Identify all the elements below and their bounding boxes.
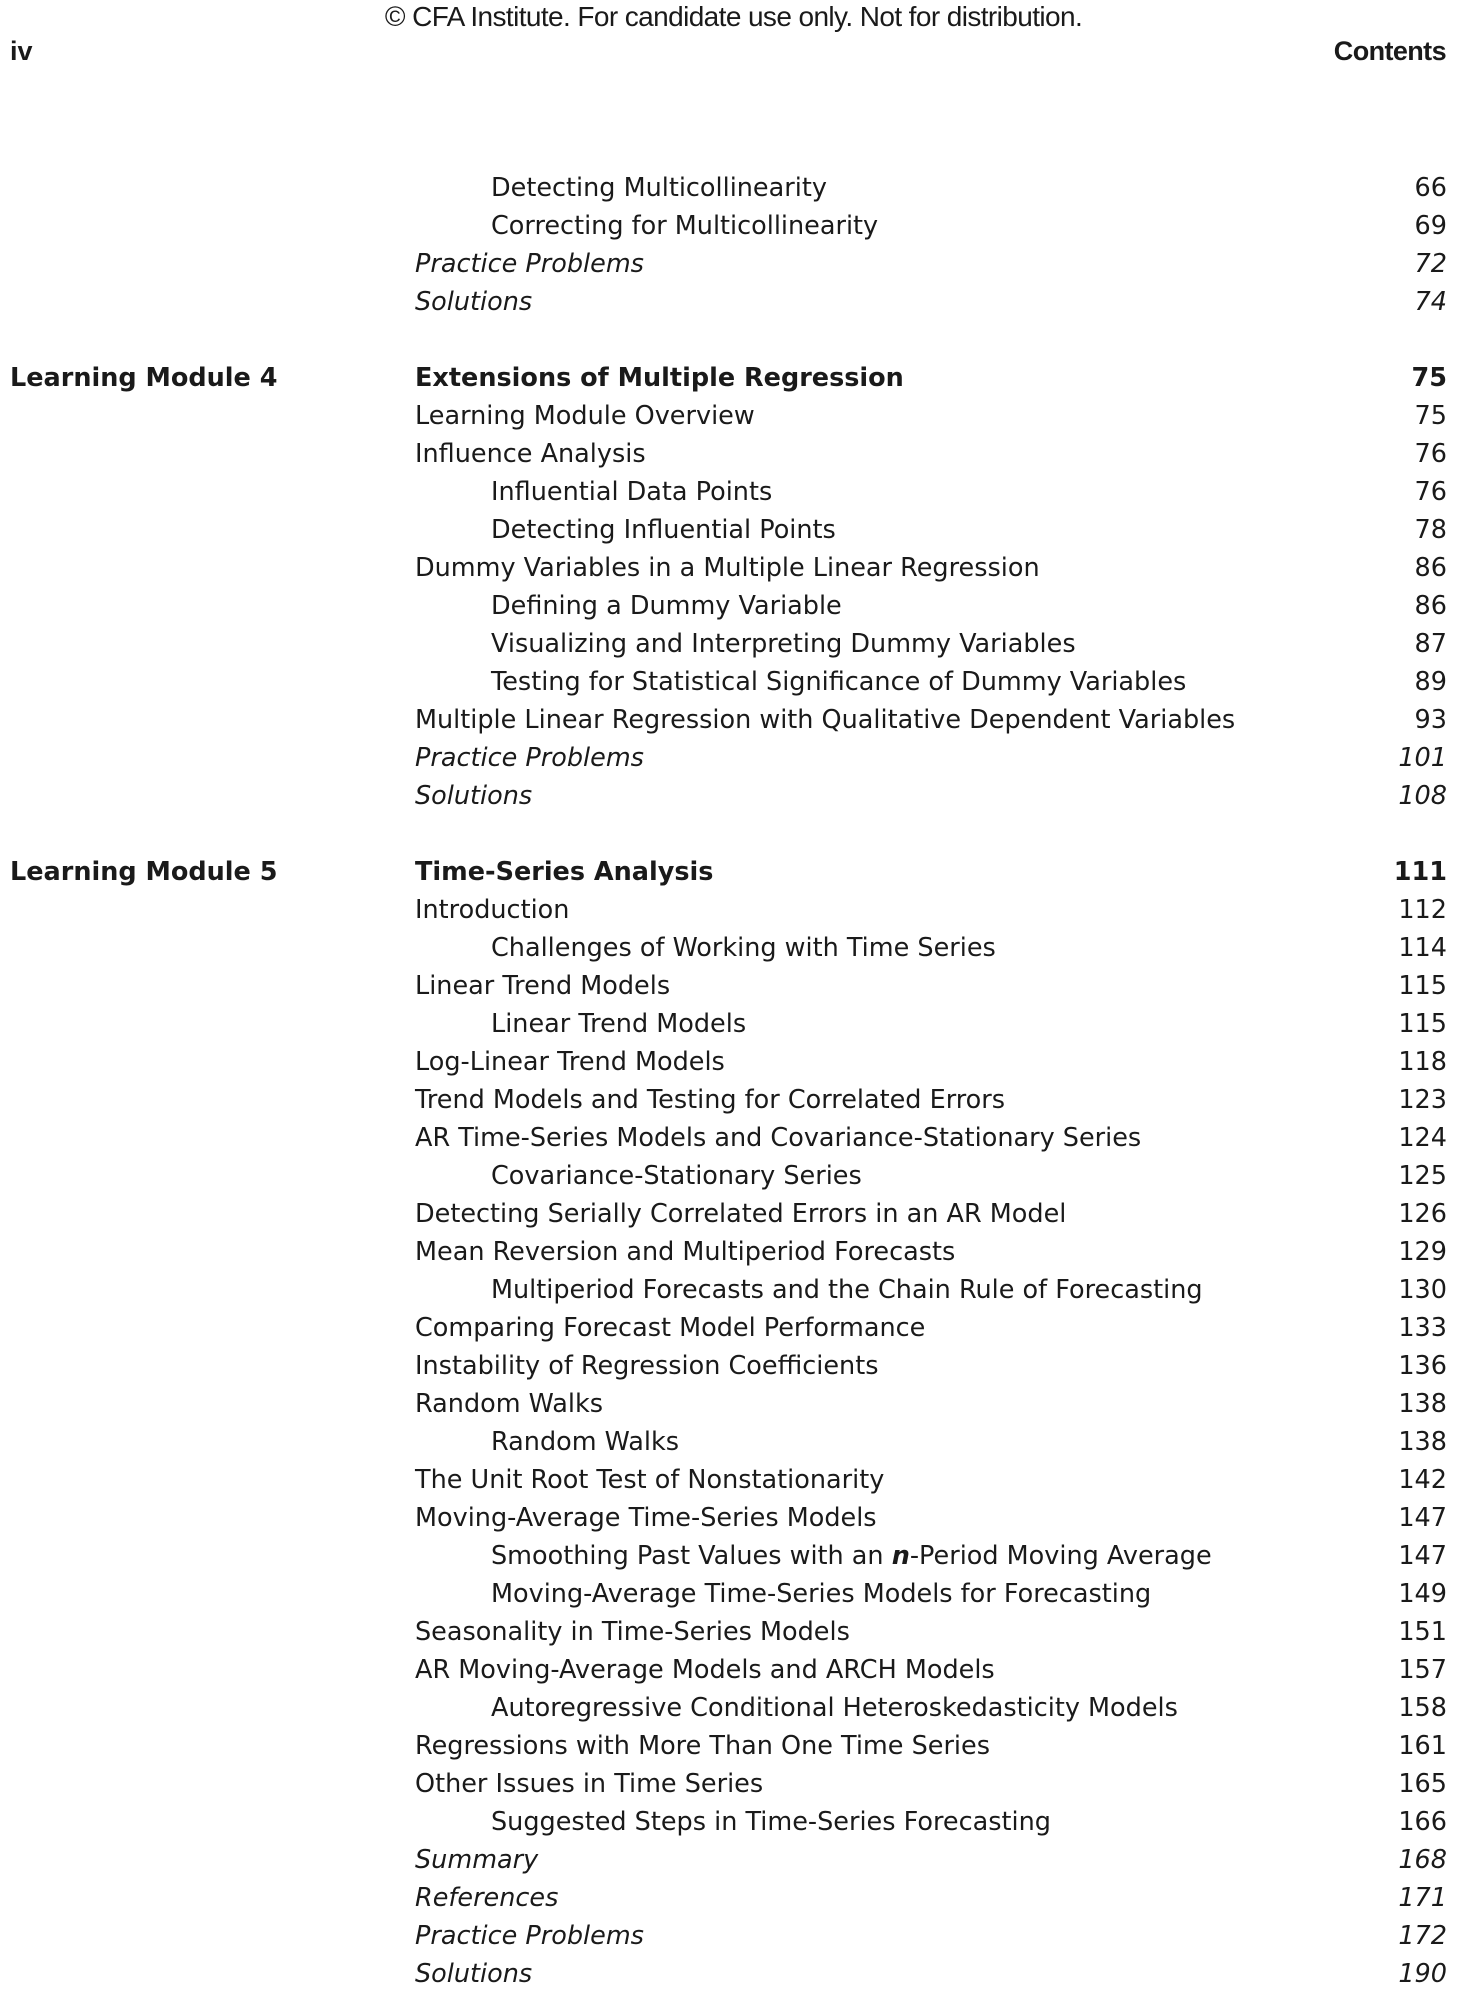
toc-entry-row[interactable] [0,1917,1467,1955]
toc-entry-page: 93 [1414,705,1447,735]
toc-entry-title[interactable]: Moving-Average Time-Series Models [415,1503,877,1533]
toc-entry-row[interactable] [0,1233,1467,1271]
toc-entry-page: 142 [1398,1465,1447,1495]
toc-entry-page: 165 [1398,1769,1447,1799]
toc-entry-page: 123 [1398,1085,1447,1115]
toc-entry-title[interactable]: Instability of Regression Coefficients [415,1351,879,1381]
toc-entry-page: 114 [1398,933,1447,963]
toc-entry-title[interactable]: Mean Reversion and Multiperiod Forecasts [415,1237,956,1267]
toc-entry-page: 124 [1398,1123,1447,1153]
toc-entry-title[interactable]: Comparing Forecast Model Performance [415,1313,926,1343]
toc-entry-title[interactable]: Other Issues in Time Series [415,1769,764,1799]
toc-entry-page: 126 [1398,1199,1447,1229]
toc-entry-title[interactable]: Practice Problems [415,1921,644,1951]
toc-entry-title[interactable]: Moving-Average Time-Series Models for Forecasting [491,1579,1152,1609]
toc-entry-page: 115 [1398,971,1447,1001]
toc-entry-title[interactable]: Regressions with More Than One Time Series [415,1731,990,1761]
page-number: iv [10,36,33,66]
toc-entry-row[interactable] [0,587,1467,625]
toc-entry-page: 118 [1398,1047,1447,1077]
toc-entry-row[interactable] [0,739,1467,777]
toc-entry-row[interactable] [0,929,1467,967]
toc-entry-row[interactable] [0,1157,1467,1195]
toc-entry-title[interactable]: Learning Module Overview [415,401,755,431]
toc-entry-title[interactable]: Detecting Influential Points [491,515,836,545]
toc-entry-page: 129 [1398,1237,1447,1267]
toc-entry-page: 125 [1398,1161,1447,1191]
toc-entry-row[interactable] [0,511,1467,549]
toc-entry-row[interactable] [0,967,1467,1005]
toc-entry-row[interactable] [0,245,1467,283]
toc-entry-title[interactable]: Detecting Serially Correlated Errors in an AR Model [415,1199,1067,1229]
toc-entry-row[interactable] [0,1461,1467,1499]
toc-entry-title[interactable]: Trend Models and Testing for Correlated Errors [415,1085,1006,1115]
toc-title-part: -Period Moving Average [909,1541,1212,1571]
toc-entry-page: 166 [1398,1807,1447,1837]
toc-entry-title[interactable]: Solutions [415,1959,533,1989]
toc-entry-title[interactable]: Summary [415,1845,539,1875]
toc-entry-title[interactable]: Introduction [415,895,570,925]
toc-entry-page: 158 [1398,1693,1447,1723]
toc-entry-page: 101 [1398,743,1447,773]
toc-entry-page: 151 [1398,1617,1447,1647]
toc-entry-row[interactable] [0,207,1467,245]
toc-entry-title[interactable]: Extensions of Multiple Regression [415,363,904,393]
toc-entry-row[interactable] [0,1537,1467,1575]
toc-module-row[interactable] [0,359,1467,397]
toc-entry-page: 147 [1398,1541,1447,1571]
toc-entry-row[interactable] [0,1841,1467,1879]
copyright-notice: © CFA Institute. For candidate use only. Not for distribution. [384,1,1083,32]
toc-entry-row[interactable] [0,701,1467,739]
toc-entry-title[interactable]: Visualizing and Interpreting Dummy Variables [491,629,1076,659]
toc-entry-title[interactable]: Challenges of Working with Time Series [491,933,996,963]
toc-entry-page: 111 [1393,857,1447,887]
toc-entry-row[interactable] [0,1575,1467,1613]
toc-entry-row[interactable] [0,1879,1467,1917]
toc-entry-row[interactable] [0,891,1467,929]
toc-entry-title[interactable]: Testing for Statistical Significance of Dummy Variables [491,667,1187,697]
toc-entry-title[interactable]: Correcting for Multicollinearity [491,211,879,241]
toc-entry-page: 138 [1398,1389,1447,1419]
toc-entry-page: 112 [1398,895,1447,925]
toc-entry-page: 108 [1398,781,1447,811]
toc-entry-page: 69 [1414,211,1447,241]
toc-entry-title[interactable]: Influential Data Points [491,477,773,507]
toc-entry-row[interactable] [0,1271,1467,1309]
toc-title-part: n [891,1541,910,1571]
toc-entry-title[interactable]: Linear Trend Models [415,971,671,1001]
toc-entry-row[interactable] [0,1613,1467,1651]
toc-entry-title[interactable]: Influence Analysis [415,439,646,469]
toc-entry-row[interactable] [0,1347,1467,1385]
toc-entry-row[interactable] [0,1423,1467,1461]
table-of-contents [0,169,1467,1993]
running-head: Contents [1333,36,1446,66]
toc-entry-title[interactable]: Log-Linear Trend Models [415,1047,725,1077]
toc-entry-row[interactable] [0,777,1467,815]
toc-entry-title[interactable]: AR Moving-Average Models and ARCH Models [415,1655,995,1685]
toc-entry-page: 75 [1411,363,1447,393]
toc-entry-title[interactable]: AR Time-Series Models and Covariance-Stationary Series [415,1123,1142,1153]
toc-entry-title[interactable]: References [415,1883,559,1913]
toc-entry-title[interactable]: Random Walks [415,1389,604,1419]
toc-entry-row[interactable] [0,473,1467,511]
toc-entry-page: 130 [1398,1275,1447,1305]
toc-entry-page: 138 [1398,1427,1447,1457]
toc-entry-page: 89 [1414,667,1447,697]
toc-entry-title[interactable]: Practice Problems [415,743,644,773]
toc-entry-row[interactable] [0,283,1467,321]
toc-entry-page: 147 [1398,1503,1447,1533]
toc-entry-page: 171 [1398,1883,1447,1913]
toc-entry-title[interactable]: Suggested Steps in Time-Series Forecasting [491,1807,1051,1837]
toc-entry-title[interactable]: Linear Trend Models [491,1009,747,1039]
toc-entry-row[interactable] [0,1955,1467,1993]
toc-entry-row[interactable] [0,397,1467,435]
toc-entry-page: 157 [1398,1655,1447,1685]
toc-entry-title[interactable]: Autoregressive Conditional Heteroskedasticity Models [491,1693,1178,1723]
toc-entry-row[interactable] [0,1309,1467,1347]
toc-entry-page: 136 [1398,1351,1447,1381]
toc-title-part: Smoothing Past Values with an [491,1541,892,1571]
toc-entry-row[interactable] [0,549,1467,587]
toc-entry-page: 161 [1398,1731,1447,1761]
toc-entry-row[interactable] [0,1803,1467,1841]
toc-entry-page: 76 [1414,439,1447,469]
toc-entry-title[interactable]: Detecting Multicollinearity [491,173,827,203]
toc-entry-page: 133 [1398,1313,1447,1343]
toc-entry-row[interactable] [0,1081,1467,1119]
toc-entry-row[interactable] [0,169,1467,207]
toc-entry-title[interactable]: Random Walks [491,1427,680,1457]
toc-entry-page: 66 [1414,173,1447,203]
toc-entry-title[interactable]: Covariance-Stationary Series [491,1161,862,1191]
toc-entry-title[interactable]: Dummy Variables in a Multiple Linear Regression [415,553,1040,583]
toc-entry-row[interactable] [0,1385,1467,1423]
toc-entry-page: 168 [1398,1845,1447,1875]
module-label: Learning Module 4 [10,363,278,393]
toc-entry-row[interactable] [0,1689,1467,1727]
toc-entry-title[interactable]: Multiple Linear Regression with Qualitative Dependent Variables [415,705,1236,735]
toc-entry-page: 149 [1398,1579,1447,1609]
module-label: Learning Module 5 [10,857,278,887]
toc-entry-row[interactable] [0,1195,1467,1233]
toc-entry-title[interactable]: Time-Series Analysis [415,857,714,887]
toc-entry-page: 76 [1414,477,1447,507]
toc-entry-page: 115 [1398,1009,1447,1039]
toc-entry-row[interactable] [0,1651,1467,1689]
toc-entry-title[interactable]: Seasonality in Time-Series Models [415,1617,850,1647]
toc-entry-page: 190 [1398,1959,1447,1989]
toc-entry-title[interactable]: Multiperiod Forecasts and the Chain Rule of Forecasting [491,1275,1203,1305]
toc-entry-row[interactable] [0,1119,1467,1157]
toc-entry-row[interactable] [0,1043,1467,1081]
toc-entry-row[interactable] [0,1005,1467,1043]
toc-entry-page: 86 [1414,553,1447,583]
toc-entry-row[interactable] [0,1499,1467,1537]
toc-entry-title[interactable]: Solutions [415,287,533,317]
toc-entry-row[interactable] [0,435,1467,473]
toc-entry-page: 74 [1414,287,1447,317]
toc-entry-row[interactable] [0,663,1467,701]
toc-entry-row[interactable] [0,1765,1467,1803]
toc-entry-title[interactable]: The Unit Root Test of Nonstationarity [415,1465,885,1495]
toc-entry-page: 72 [1414,249,1447,279]
toc-entry-page: 86 [1414,591,1447,621]
toc-entry-page: 172 [1398,1921,1447,1951]
toc-entry-title[interactable]: Defining a Dummy Variable [491,591,842,621]
toc-module-row[interactable] [0,853,1467,891]
toc-entry-row[interactable] [0,1727,1467,1765]
toc-entry-title[interactable]: Practice Problems [415,249,644,279]
toc-entry-row[interactable] [0,625,1467,663]
toc-entry-page: 78 [1414,515,1447,545]
toc-entry-title[interactable] [491,1537,1212,1575]
toc-entry-title[interactable]: Solutions [415,781,533,811]
toc-entry-page: 87 [1414,629,1447,659]
toc-entry-page: 75 [1414,401,1447,431]
